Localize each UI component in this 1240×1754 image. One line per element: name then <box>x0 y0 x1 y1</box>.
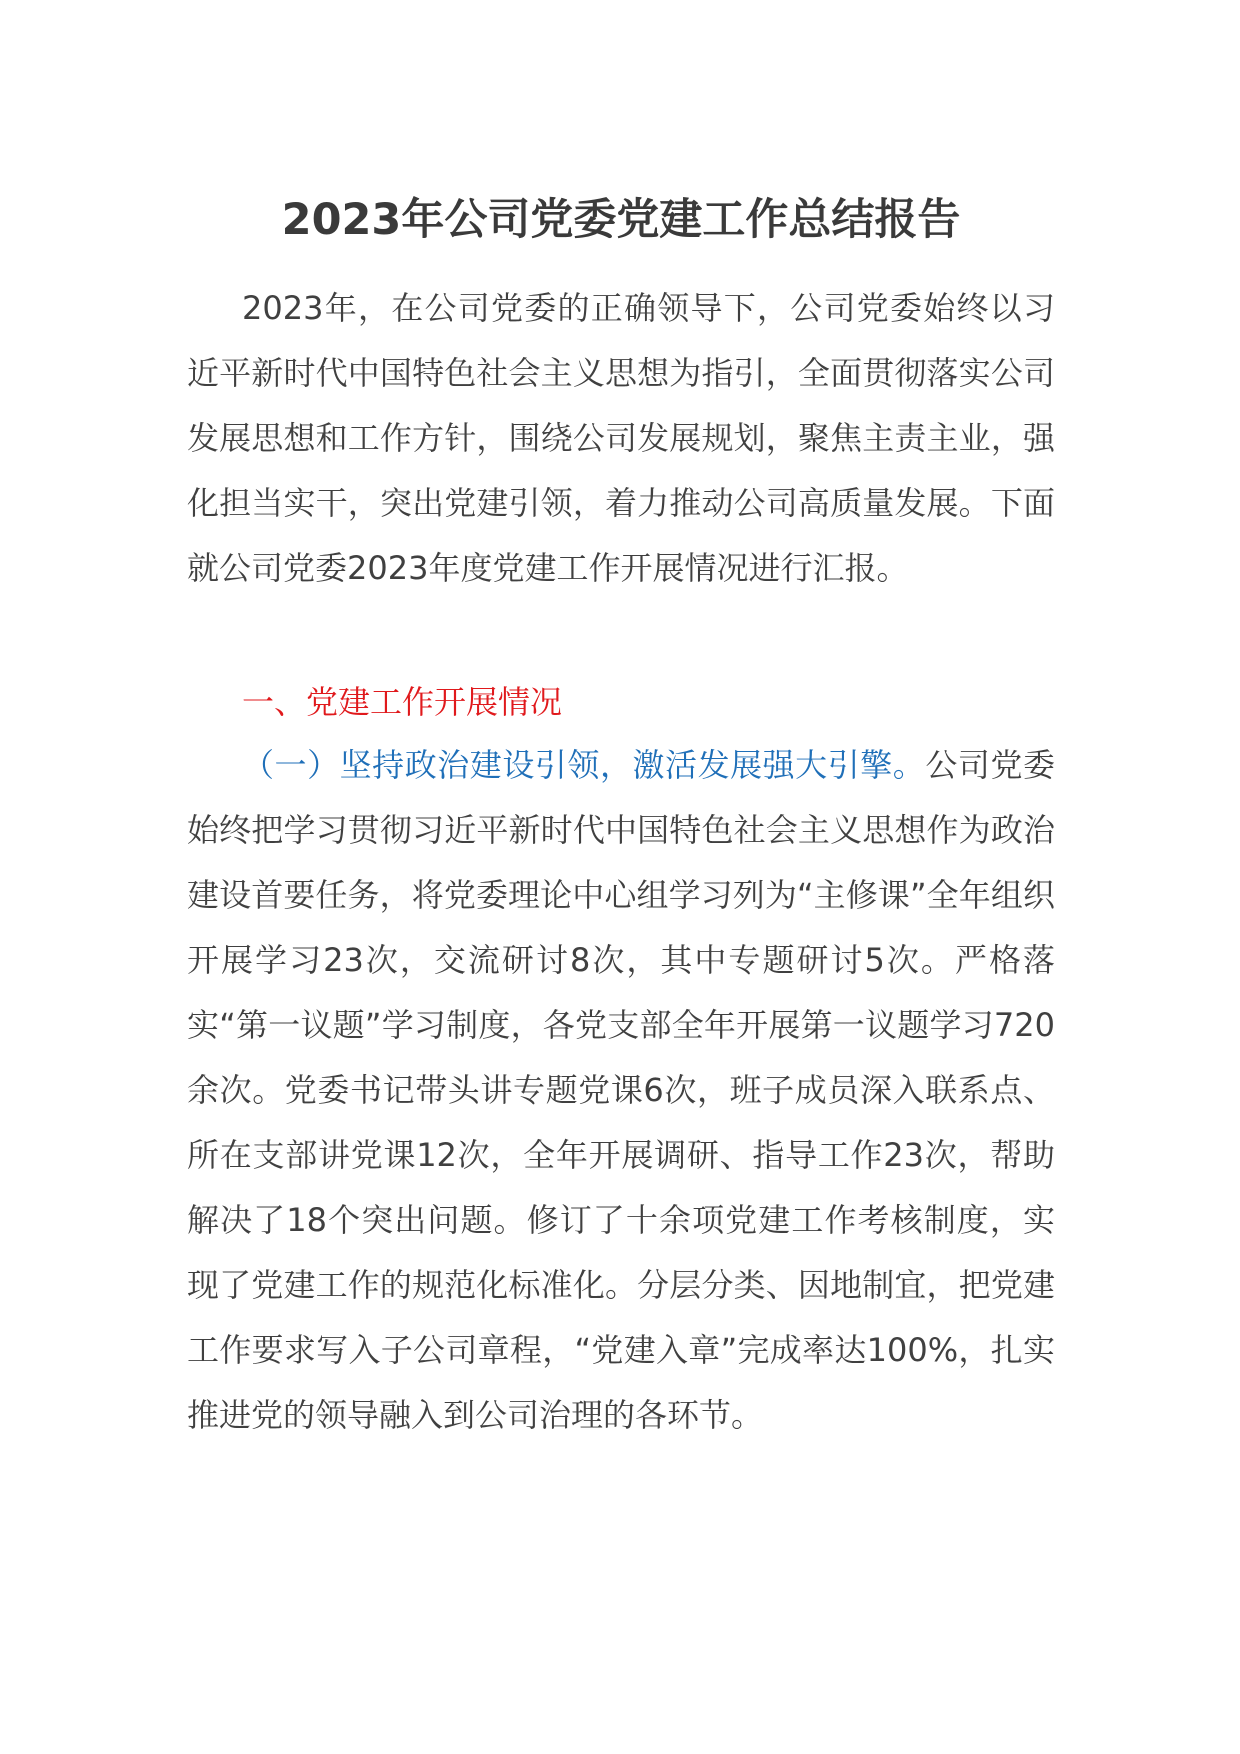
section-paragraph <box>187 733 1055 1448</box>
sub-heading: （一）坚持政治建设引领，激活发展强大引擎。 <box>242 746 926 784</box>
document-title: 2023年公司党委党建工作总结报告 <box>281 195 961 245</box>
sub-body: 公司党委始终把学习贯彻习近平新时代中国特色社会主义思想作为政治建设首要任务，将党委理论中心组学习列为“主修课”全年组织开展学习23次，交流研讨8次，其中专题研讨5次。严格落实“第一议题”学习制度，各党支部全年开展第一议题学习720余次。党委书记带头讲专题党课6次，班子成员深入联系点、所在支部讲党课12次，全年开展调研、指导工作23次，帮助解决了18个突出问题。修订了十余项党建工作考核制度，实现了党建工作的规范化标准化。分层分类、因地制宜，把党建工作要求写入子公司章程，“党建入章”完成率达100%，扎实推进党的领导融入到公司治理的各环节。 <box>187 746 1055 1434</box>
section-heading: 一、党建工作开展情况 <box>242 683 563 721</box>
intro-paragraph: 2023年，在公司党委的正确领导下，公司党委始终以习近平新时代中国特色社会主义思想为指引，全面贯彻落实公司发展思想和工作方针，围绕公司发展规划，聚焦主责主业，强化担当实干，突出党建引领，着力推动公司高质量发展。下面就公司党委2023年度党建工作开展情况进行汇报。 <box>187 289 1055 587</box>
